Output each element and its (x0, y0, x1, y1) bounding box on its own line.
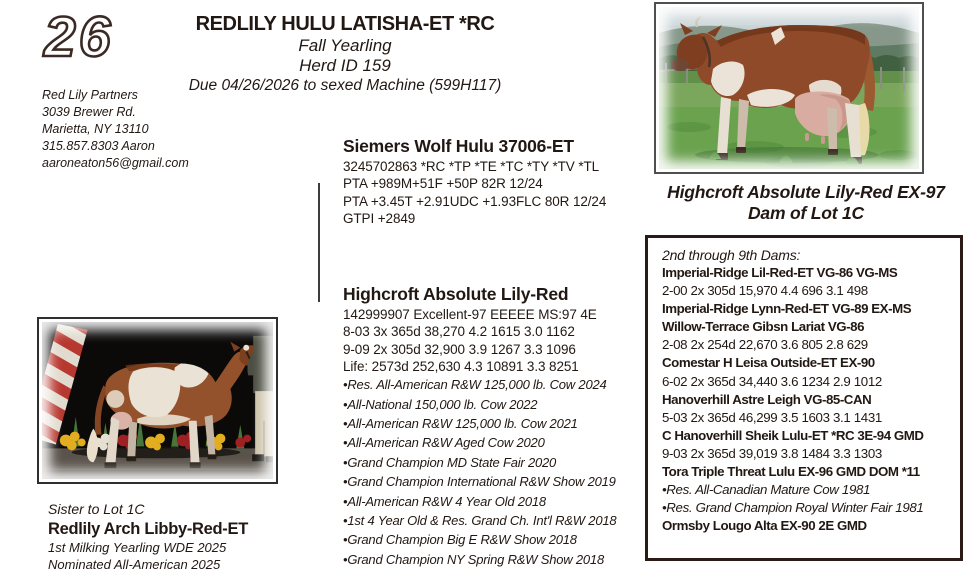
dam-entry: Imperial-Ridge Lynn-Red-ET VG-89 EX-MS (662, 301, 912, 317)
consignor-email: aaroneaton56@gmail.com (42, 156, 189, 170)
dam-award: •Grand Champion International R&W Show 2019 (343, 474, 616, 490)
dam-lifetime-record: Life: 2573d 252,630 4.3 10891 3.3 8251 (343, 358, 579, 374)
consignor-street: 3039 Brewer Rd. (42, 105, 136, 119)
dam-name: Highcroft Absolute Lily-Red (343, 284, 569, 304)
dam-cow-illustration (659, 7, 919, 169)
dam-entry-record: 5-03 2x 365d 46,299 3.5 1603 3.1 1431 (662, 409, 882, 425)
dam-entry: Willow-Terrace Gibsn Lariat VG-86 (662, 319, 865, 335)
dam-caption-relation: Dam of Lot 1C (747, 203, 864, 223)
dam-award: •All-American R&W 125,000 lb. Cow 2021 (343, 416, 578, 431)
dam-entry: Imperial-Ridge Lil-Red-ET VG-86 VG-MS (662, 265, 898, 280)
dam-award: •Res. All-American R&W 125,000 lb. Cow 2024 (343, 377, 607, 393)
dam-record-1: 8-03 3x 365d 38,270 4.2 1615 3.0 1162 (343, 324, 575, 340)
animal-header (95, 12, 595, 95)
sire-pta-type: PTA +3.45T +2.91UDC +1.93FLC 80R 12/24 (343, 193, 607, 209)
animal-name: REDLILY HULU LATISHA-ET *RC (195, 13, 495, 35)
dam-award: •1st 4 Year Old & Res. Grand Ch. Int'l R&W 2018 (343, 513, 617, 529)
dam-award: •Grand Champion MD State Fair 2020 (343, 454, 557, 470)
dam-entry: Tora Triple Threat Lulu EX-96 GMD DOM *11 (662, 464, 920, 480)
dam-entry: Ormsby Lougo Alta EX-90 2E GMD (662, 518, 867, 534)
sister-name: Redlily Arch Libby-Red-ET (48, 520, 248, 538)
dam-record-2: 9-09 2x 305d 32,900 3.9 1267 3.3 1096 (343, 341, 576, 357)
sister-award-2: Nominated All-American 2025 (48, 557, 221, 572)
sister-photo-caption (48, 500, 248, 573)
animal-age: Fall Yearling (298, 36, 392, 55)
dam-entry-award: •Res. Grand Champion Royal Winter Fair 1981 (662, 500, 924, 516)
dam-award: •Grand Champion Big E R&W Show 2018 (343, 532, 577, 548)
sister-photo (37, 317, 278, 484)
consignor-phone: 315.857.8303 Aaron (42, 139, 155, 153)
pedigree-connector-line (318, 183, 320, 302)
consignor-city: Marietta, NY 13110 (42, 122, 149, 136)
lot-number: 26 (44, 5, 114, 69)
sister-cow-illustration (42, 322, 273, 479)
dam-award: •All-American R&W Aged Cow 2020 (343, 435, 545, 451)
dam-photo (654, 2, 924, 174)
dam-caption-name: Highcroft Absolute Lily-Red EX-97 (667, 182, 945, 202)
dam-reg-line: 142999907 Excellent-97 EEEEE MS:97 4E (343, 307, 597, 322)
dam-entry-record: 9-03 2x 365d 39,019 3.8 1484 3.3 1303 (662, 445, 882, 461)
herd-id: Herd ID 159 (299, 56, 391, 75)
dam-entry: C Hanoverhill Sheik Lulu-ET *RC 3E-94 GMD (662, 427, 924, 443)
consignor-name: Red Lily Partners (42, 88, 138, 102)
dam-award: •Grand Champion NY Spring R&W Show 2018 (343, 551, 604, 567)
sister-relation: Sister to Lot 1C (48, 501, 145, 517)
dam-award: •All-American R&W 4 Year Old 2018 (343, 493, 546, 509)
dam-entry-record: 6-02 2x 365d 34,440 3.6 1234 2.9 1012 (662, 373, 882, 389)
dam-entry-award: •Res. All-Canadian Mature Cow 1981 (662, 482, 871, 498)
sister-award-1: 1st Milking Yearling WDE 2025 (48, 540, 227, 555)
dam-entry-record: 2-00 2x 305d 15,970 4.4 696 3.1 498 (662, 283, 868, 299)
dam-block (343, 283, 616, 569)
sire-name: Siemers Wolf Hulu 37006-ET (343, 136, 574, 156)
consignor-info (42, 87, 189, 172)
sire-reg-line: 3245702863 *RC *TP *TE *TC *TY *TV *TL (343, 159, 600, 174)
dam-entry: Comestar H Leisa Outside-ET EX-90 (662, 355, 875, 371)
maternal-line-box (645, 235, 963, 561)
dam-photo-caption (640, 182, 972, 224)
dam-entry-record: 2-08 2x 254d 22,670 3.6 805 2.8 629 (662, 337, 868, 353)
maternal-box-title: 2nd through 9th Dams: (662, 247, 801, 263)
sire-gtpi: GTPI +2849 (343, 210, 416, 226)
dam-award: •All-National 150,000 lb. Cow 2022 (343, 396, 538, 412)
sire-pta-production: PTA +989M+51F +50P 82R 12/24 (343, 176, 543, 192)
dam-entry: Hanoverhill Astre Leigh VG-85-CAN (662, 391, 872, 407)
sire-block (343, 135, 606, 227)
due-date: Due 04/26/2026 to sexed Machine (599H117) (188, 77, 502, 94)
